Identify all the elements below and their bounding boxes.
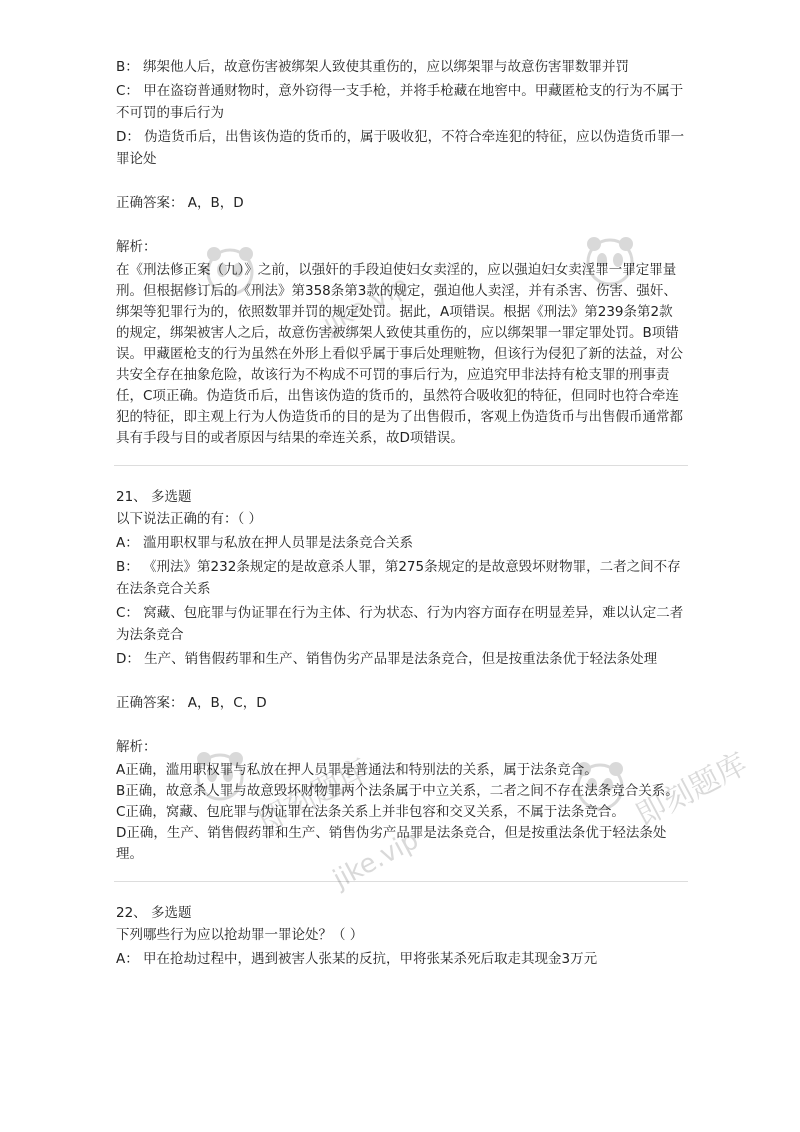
q22-number: 22、 多选题: [116, 905, 192, 921]
watermark-text: 即刻题库: [630, 746, 753, 834]
q20-analysis: 在《刑法修正案（九）》之前，以强奸的手段迫使妇女卖淫的，应以强迫妇女卖淫罪一罪定罪量刑。但根据修订后的《刑法》第358条第3款的规定，强迫他人卖淫，并有杀害、伤害、强奸、绑架等犯罪行为的，依照数罪并罚的规定处罚。据此，A项错误。根据《刑法》第239条第2款的规定，绑架被害人之后，故意伤害被绑架人致使其重伤的，应以绑架罪一罪定罪处罚。B项错误。甲藏匿枪支的行为虽然在外形上看似乎属于事后处理赃物，但该行为侵犯了新的法益，对公共安全存在抽象危险，故该行为不构成不可罚的事后行为，应追究甲非法持有枪支罪的刑事责任，C项正确。伪造货币后，出售该伪造的货币的，虽然符合吸收犯的特征，但同时也符合牵连犯的特征，即主观上行为人伪造货币的目的是为了出售假币，客观上伪造货币与出售假币通常都具有手段与目的或者原因与结果的牵连关系，故D项错误。: [116, 262, 683, 446]
watermark-text: 即刻题库: [252, 752, 375, 840]
q21-analysis-b: B正确，故意杀人罪与故意毁坏财物罪两个法条属于中立关系，二者之间不存在法条竞合关系。: [116, 783, 679, 799]
q20-analysis-label: 解析：: [116, 239, 157, 255]
q21-option-c: C： 窝藏、包庇罪与伪证罪在行为主体、行为状态、行为内容方面存在明显差异，难以认定二者为法条竞合: [116, 605, 684, 643]
watermark-url: jike.vip: [328, 825, 424, 895]
document-page: [116, 56, 686, 972]
q21-option-d: D： 生产、销售假药罪和生产、销售伪劣产品罪是法条竞合，但是按重法条优于轻法条处理: [116, 651, 658, 667]
q21-analysis-d: D正确，生产、销售假药罪和生产、销售伪劣产品罪是法条竞合，但是按重法条优于轻法条处理。: [116, 825, 667, 862]
q22-option-a: A： 甲在抢劫过程中，遇到被害人张某的反抗，甲将张某杀死后取走其现金3万元: [116, 951, 598, 967]
q21-analysis-a: A正确，滥用职权罪与私放在押人员罪是普通法和特别法的关系，属于法条竞合。: [116, 762, 598, 778]
option-b: B： 绑架他人后，故意伤害被绑架人致使其重伤的，应以绑架罪与故意伤害罪数罪并罚: [116, 59, 630, 75]
q21-number: 21、 多选题: [116, 489, 192, 505]
q21-analysis-c: C正确，窝藏、包庇罪与伪证罪在法条关系上并非包容和交叉关系，不属于法条竞合。: [116, 804, 625, 820]
q21-stem: 以下说法正确的有：（ ）: [116, 511, 263, 527]
option-c: C： 甲在盗窃普通财物时，意外窃得一支手枪，并将手枪藏在地窖中。甲藏匿枪支的行为不属于不可罚的事后行为: [116, 83, 684, 121]
watermark-url: jike.vip: [318, 270, 414, 340]
q22-stem: 下列哪些行为应以抢劫罪一罪论处？（ ）: [116, 927, 364, 943]
q21-answer: 正确答案： A，B，C，D: [116, 695, 267, 711]
q21-option-a: A： 滥用职权罪与私放在押人员罪是法条竞合关系: [116, 535, 414, 551]
q21-option-b: B： 《刑法》第232条规定的是故意杀人罪，第275条规定的是故意毁坏财物罪，二者之间不存在法条竞合关系: [116, 559, 681, 597]
q21-analysis-label: 解析：: [116, 739, 157, 755]
option-d: D： 伪造货币后，出售该伪造的货币的，属于吸收犯，不符合牵连犯的特征，应以伪造货币罪一罪论处: [116, 129, 685, 167]
q20-answer: 正确答案： A，B，D: [116, 195, 244, 211]
